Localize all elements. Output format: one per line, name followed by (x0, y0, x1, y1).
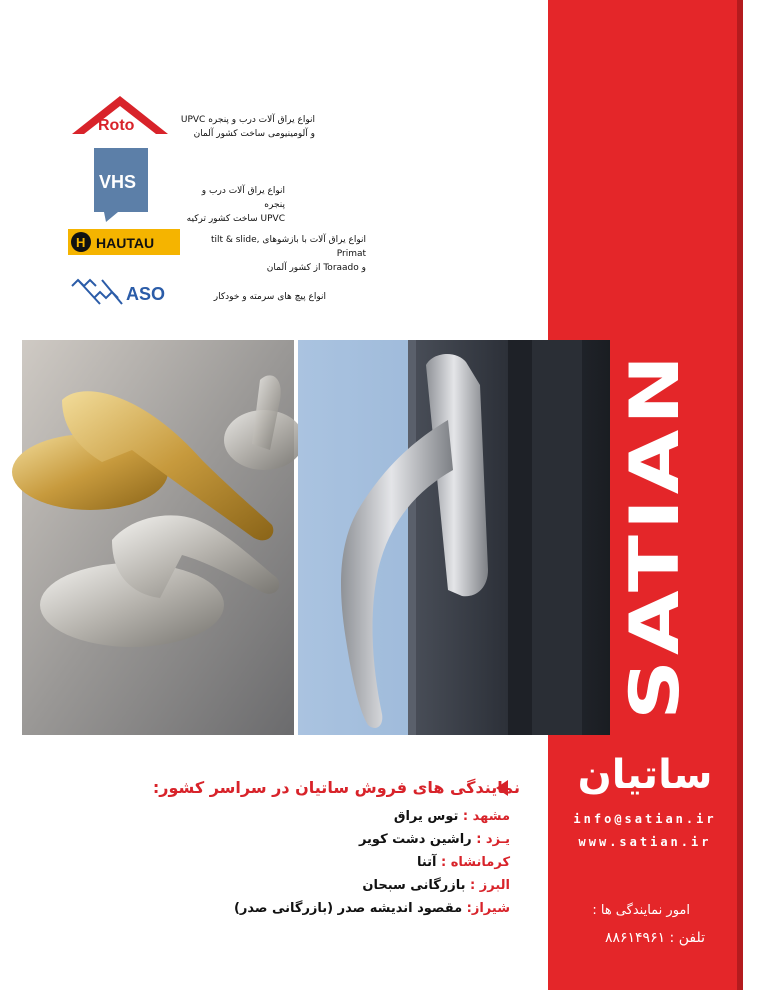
dealer-city: شیراز: (466, 901, 510, 916)
dealer-list (200, 805, 510, 920)
brand-name-farsi: ساتیان (577, 752, 713, 798)
vhs-description (180, 184, 285, 226)
vhs-line-1: انواع یراق آلات درب و پنجره (201, 186, 285, 210)
hautau-description (186, 233, 366, 275)
dealers-title: نمایندگی های فروش ساتیان در سراسر کشور: (152, 778, 520, 797)
satian-vertical-logo (616, 345, 695, 725)
dealer-item (200, 828, 510, 851)
roto-logo (68, 92, 178, 137)
handles-illustration-left (22, 340, 294, 735)
svg-text:HAUTAU: HAUTAU (96, 235, 155, 251)
aso-line-1: انواع پیچ های سرمته و خودکار (213, 292, 326, 302)
vhs-logo (94, 148, 150, 222)
dealer-item (200, 805, 510, 828)
satian-vertical-text: SATIAN (616, 418, 695, 720)
dealer-name: توس یراق (393, 809, 459, 824)
dealer-name: بازرگانی سبحان (362, 878, 466, 893)
svg-text:VHS: VHS (99, 172, 137, 192)
svg-text:Roto: Roto (98, 117, 135, 134)
aso-description (186, 290, 326, 304)
aso-logo (70, 276, 180, 308)
dealer-item (200, 874, 510, 897)
sidebar-edge (737, 0, 743, 990)
roto-description (180, 113, 315, 141)
svg-text:ASO: ASO (126, 284, 166, 304)
website-link[interactable]: www.satian.ir (578, 835, 712, 849)
svg-text:H: H (76, 235, 86, 250)
window-handle-illustration (298, 340, 610, 735)
hautau-logo (68, 229, 182, 257)
hautau-line-2: و Toraado از کشور آلمان (266, 263, 366, 273)
dealer-city: البرز : (470, 878, 510, 893)
phone-number[interactable]: تلفن : ۸۸۶۱۴۹۶۱ (604, 930, 705, 946)
dealer-name: راشین دشت کویر (358, 832, 472, 847)
roto-line-1: انواع یراق آلات درب و پنجره UPVC (180, 115, 315, 125)
hautau-line-1: انواع یراق آلات با بازشوهای tilt & slide, Primat (210, 235, 366, 259)
dealer-city: یـزد : (476, 832, 510, 847)
email-link[interactable]: info@satian.ir (573, 812, 717, 826)
vhs-line-2: UPVC ساخت کشور ترکیه (186, 214, 285, 224)
window-handle-photo (298, 340, 610, 735)
dealer-item (200, 897, 510, 920)
dealer-city: مشهد : (462, 809, 510, 824)
dealer-name: آتنا (416, 855, 437, 870)
handles-photo-left (22, 340, 294, 735)
dealer-item (200, 851, 510, 874)
representatives-label: امور نمایندگی ها : (592, 903, 690, 918)
dealer-name: مقصود اندیشه صدر (بازرگانی صدر) (233, 901, 463, 916)
dealer-city: کرمانشاه : (441, 855, 510, 870)
roto-line-2: و آلومینیومی ساخت کشور آلمان (193, 129, 315, 139)
